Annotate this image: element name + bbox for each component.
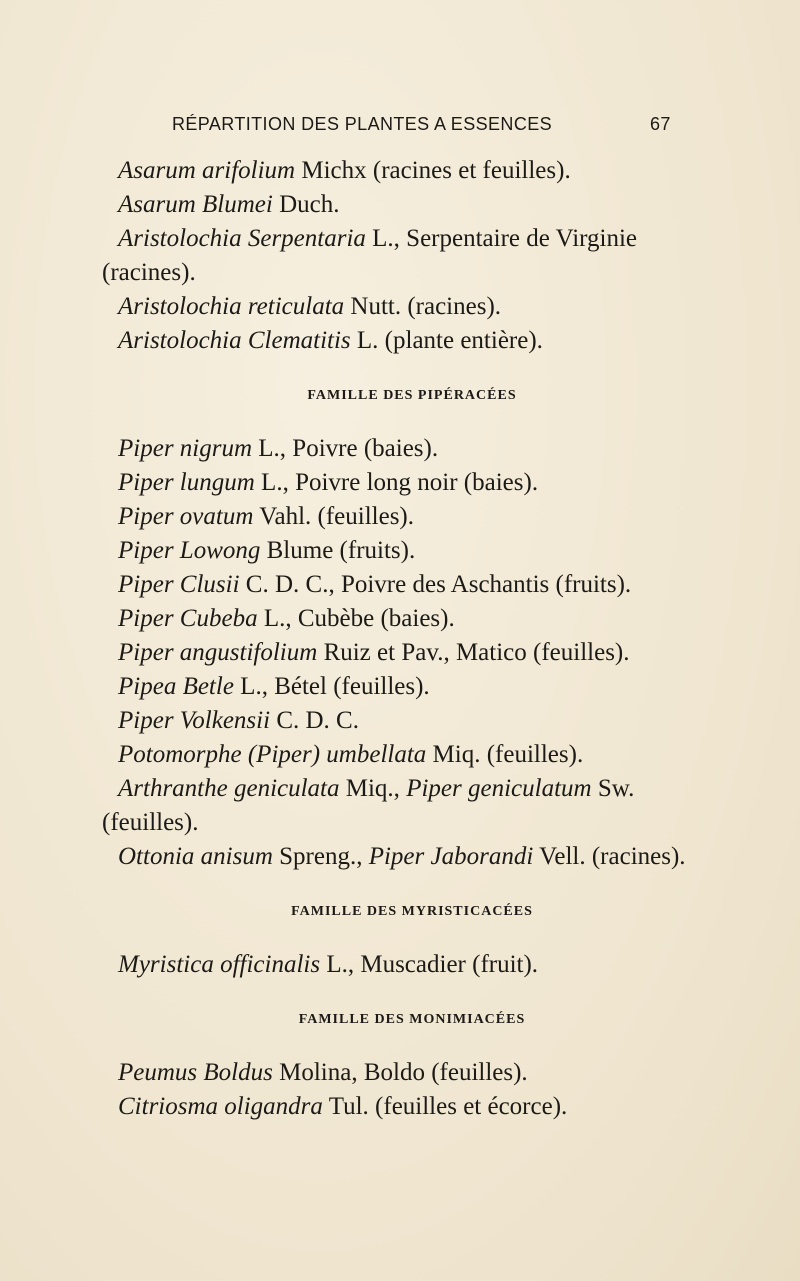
entries-piperacees [102, 432, 722, 874]
scientific-name: Piper Lowong [118, 537, 261, 564]
entry [102, 772, 722, 840]
entry-text: C. D. C. [270, 707, 359, 734]
entry [102, 154, 722, 188]
entry [102, 636, 722, 670]
entry [102, 466, 722, 500]
entry-text: Molina, Boldo (feuilles). [272, 1059, 528, 1086]
entries-monimiacees [102, 1056, 722, 1124]
entries-myristicacees [102, 948, 722, 982]
entry [102, 324, 722, 358]
entry [102, 704, 722, 738]
scientific-name: Piper geniculatum [406, 775, 592, 802]
scientific-name: Pipea Betle [118, 673, 234, 700]
entry [102, 500, 722, 534]
entry [102, 222, 722, 290]
entry-text: Tul. (feuilles et écorce). [322, 1093, 568, 1120]
entry-text: Michx (racines et feuilles). [295, 157, 571, 184]
scientific-name: Potomorphe (Piper) umbellata [118, 741, 427, 768]
entry-text: Miq., [339, 775, 407, 802]
scientific-name: Piper ovatum [118, 503, 254, 530]
header-title: RÉPARTITION DES PLANTES A ESSENCES [172, 114, 553, 134]
entry-text: L., Poivre long noir (baies). [254, 469, 539, 496]
entry-text: Vell. (racines). [533, 843, 686, 870]
entry [102, 602, 722, 636]
entry-text: Blume (fruits). [260, 537, 416, 564]
entry-text: Ruiz et Pav., Matico (feuilles). [317, 639, 630, 666]
entry-text: Sw. (feuilles). [102, 775, 635, 836]
scientific-name: Piper Clusii [118, 571, 240, 598]
entry-text: L., Poivre (baies). [252, 435, 439, 462]
entry-text: L., Serpentaire de Virginie (racines). [102, 225, 638, 286]
entry-text: Duch. [272, 191, 340, 218]
scientific-name: Asarum Blumei [118, 191, 273, 218]
entry [102, 840, 722, 874]
scientific-name: Piper nigrum [118, 435, 253, 462]
scientific-name: Aristolochia Serpentaria [118, 225, 366, 252]
entry-text: L., Muscadier (fruit). [320, 951, 539, 978]
entry-text: L. (plante entière). [350, 327, 543, 354]
scientific-name: Piper lungum [118, 469, 255, 496]
entry [102, 432, 722, 466]
entry-text: C. D. C., Poivre des Aschantis (fruits). [239, 571, 632, 598]
entry-text: Vahl. (feuilles). [253, 503, 414, 530]
scientific-name: Asarum arifolium [118, 157, 296, 184]
scientific-name: Citriosma oligandra [118, 1093, 323, 1120]
scientific-name: Piper Volkensii [118, 707, 271, 734]
entry [102, 1056, 722, 1090]
entry [102, 670, 722, 704]
page-number: 67 [650, 114, 671, 134]
scientific-name: Aristolochia Clematitis [118, 327, 351, 354]
scientific-name: Piper Jaborandi [368, 843, 534, 870]
scientific-name: Piper Cubeba [118, 605, 258, 632]
scientific-name: Piper angustifolium [118, 639, 318, 666]
entry [102, 568, 722, 602]
scientific-name: Myristica officinalis [118, 951, 321, 978]
section-heading-piperacees: FAMILLE DES PIPÉRACÉES [307, 388, 517, 403]
entry [102, 534, 722, 568]
entry [102, 188, 722, 222]
scientific-name: Peumus Boldus [118, 1059, 273, 1086]
entry-text: Nutt. (racines). [344, 293, 502, 320]
entry [102, 1090, 722, 1124]
entry-text: L., Cubèbe (baies). [257, 605, 455, 632]
page-content [102, 154, 722, 1124]
scientific-name: Aristolochia reticulata [118, 293, 345, 320]
section-heading-monimiacees: FAMILLE DES MONIMIACÉES [298, 1012, 526, 1027]
entry [102, 290, 722, 324]
section-heading-myristicacees: FAMILLE DES MYRISTICACÉES [291, 904, 533, 919]
entry [102, 738, 722, 772]
entry-text: L., Bétel (feuilles). [233, 673, 430, 700]
entry-text: Miq. (feuilles). [426, 741, 584, 768]
entry [102, 948, 722, 982]
scientific-name: Ottonia anisum [118, 843, 273, 870]
entries-aristolochiaceae [102, 154, 722, 358]
entry-text: Spreng., [272, 843, 369, 870]
scientific-name: Arthranthe geniculata [118, 775, 340, 802]
